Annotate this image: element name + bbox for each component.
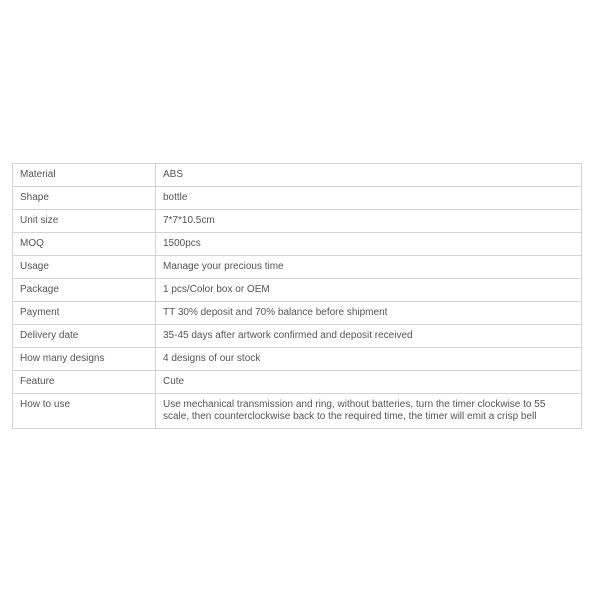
- table-row: [13, 233, 582, 256]
- spec-label: Payment: [13, 302, 156, 325]
- spec-label: Shape: [13, 187, 156, 210]
- spec-label: Unit size: [13, 210, 156, 233]
- spec-label: How many designs: [13, 348, 156, 371]
- spec-value: 4 designs of our stock: [156, 348, 582, 371]
- spec-label: Feature: [13, 371, 156, 394]
- spec-table-body: [13, 164, 582, 429]
- spec-value: 1 pcs/Color box or OEM: [156, 279, 582, 302]
- spec-label: Delivery date: [13, 325, 156, 348]
- table-row: [13, 325, 582, 348]
- spec-value: bottle: [156, 187, 582, 210]
- spec-value: 35-45 days after artwork confirmed and deposit received: [156, 325, 582, 348]
- table-row: [13, 256, 582, 279]
- table-row: [13, 371, 582, 394]
- spec-value: 7*7*10.5cm: [156, 210, 582, 233]
- spec-label: MOQ: [13, 233, 156, 256]
- spec-value: Use mechanical transmission and ring, without batteries, turn the timer clockwise to 55 scale, then counterclockwise back to the required time, the timer will emit a crisp bell: [156, 394, 582, 429]
- table-row: [13, 187, 582, 210]
- table-row: [13, 348, 582, 371]
- spec-label: Usage: [13, 256, 156, 279]
- table-row: [13, 210, 582, 233]
- spec-value: Manage your precious time: [156, 256, 582, 279]
- spec-value: Cute: [156, 371, 582, 394]
- spec-label: How to use: [13, 394, 156, 429]
- spec-value: TT 30% deposit and 70% balance before shipment: [156, 302, 582, 325]
- table-row: [13, 164, 582, 187]
- table-row: [13, 394, 582, 429]
- table-row: [13, 302, 582, 325]
- table-row: [13, 279, 582, 302]
- product-spec-table: [12, 163, 582, 429]
- spec-label: Package: [13, 279, 156, 302]
- spec-label: Material: [13, 164, 156, 187]
- spec-value: 1500pcs: [156, 233, 582, 256]
- spec-value: ABS: [156, 164, 582, 187]
